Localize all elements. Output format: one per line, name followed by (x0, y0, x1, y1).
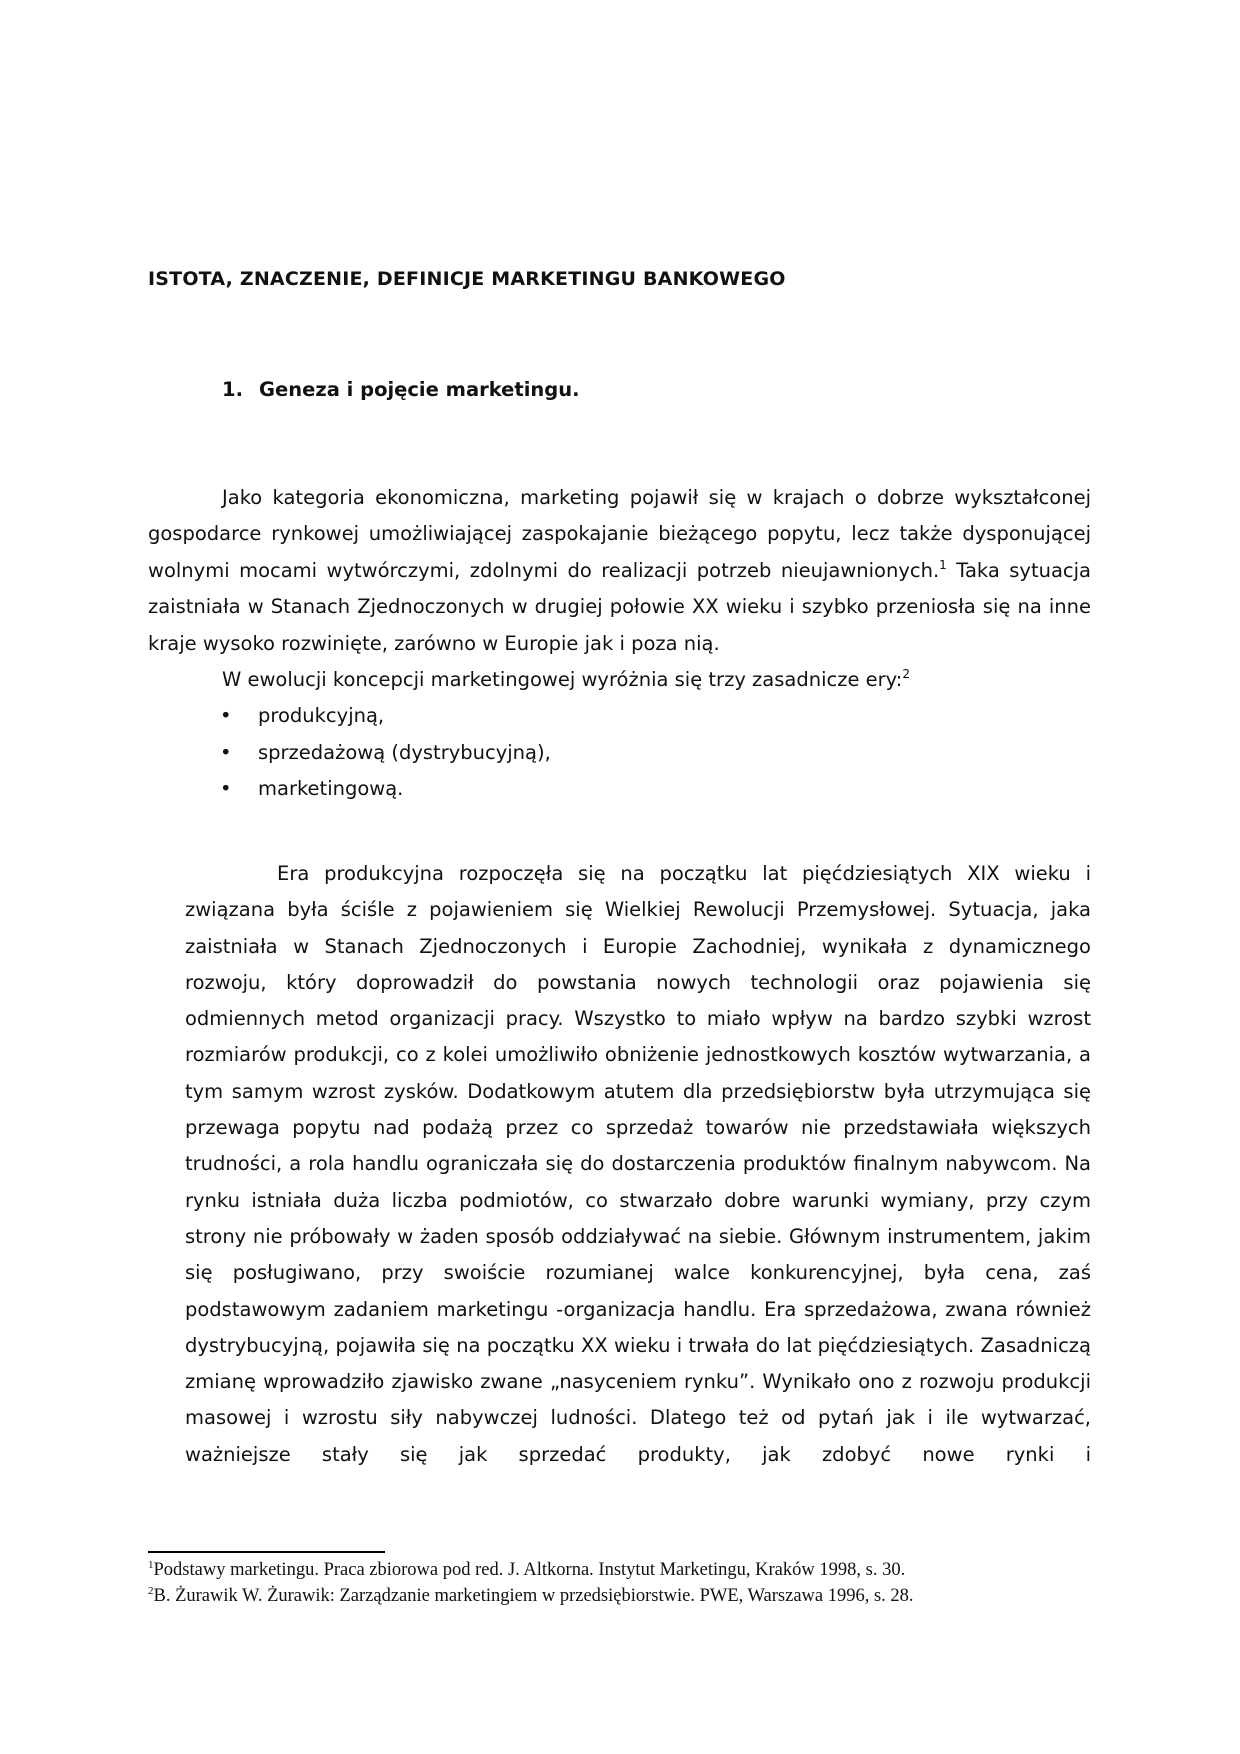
section-title: Geneza i pojęcie marketingu. (259, 378, 580, 401)
footnote-1-ref: 1 (148, 1559, 154, 1571)
footnote-2-ref: 2 (148, 1585, 154, 1597)
footnote-1 (148, 1557, 1108, 1583)
list-item-text: marketingową. (258, 777, 404, 801)
list-item-text: produkcyjną, (258, 704, 385, 728)
list-item (148, 735, 1091, 771)
list-item (148, 771, 1091, 807)
paragraph-2 (148, 662, 1091, 698)
footnote-separator (148, 1551, 385, 1553)
eras-list (148, 698, 1091, 807)
bullet-icon: • (220, 704, 232, 728)
bullet-icon: • (220, 740, 232, 764)
paragraph-1 (148, 480, 1091, 662)
paragraph-3: Era produkcyjna rozpoczęła się na początku lat pięćdziesiątych XIX wieku i związana była ściśle z pojawieniem się Wielkiej Rewolucji Przemysłowej. Sytuacja, jaka zaistniała w Stanach Zjednoczonych i Europie Zachodniej, wynikała z dynamicznego rozwoju, który doprowadził do powstania nowych technologii oraz pojawienia się odmiennych metod organizacji pracy. Wszystko to miało wpływ na bardzo szybki wzrost rozmiarów produkcji, co z kolei umożliwiło obniżenie jednostkowych kosztów wytwarzania, a tym samym wzrost zysków. Dodatkowym atutem dla przedsiębiorstw była utrzymująca się przewaga popytu nad podażą przez co sprzedaż towarów nie przedstawiała większych trudności, a rola handlu ograniczała się do dostarczenia produktów finalnym nabywcom. Na rynku istniała duża liczba podmiotów, co stwarzało dobre warunki wymiany, przy czym strony nie próbowały w żaden sposób oddziaływać na siebie. Głównym instrumentem, jakim się posługiwano, przy swoiście rozumianej walce konkurencyjnej, była cena, zaś podstawowym zadaniem marketingu -organizacja handlu. Era sprzedażowa, zwana również dystrybucyjną, pojawiła się na początku XX wieku i trwała do lat pięćdziesiątych. Zasadniczą zmianę wprowadziło zjawisko zwane „nasyceniem rynku”. Wynikało ono z rozwoju produkcji masowej i wzrostu siły nabywczej ludności. Dlatego też od pytań jak i ile wytwarzać, ważniejsze stały się jak sprzedać produkty, jak zdobyć nowe rynki i (185, 862, 1091, 1466)
footnote-ref-1: 1 (939, 557, 947, 572)
footnote-ref-2: 2 (902, 667, 910, 682)
paragraph-1-part-a: Jako kategoria ekonomiczna, marketing pojawił się w krajach o dobrze wykształconej gospodarce rynkowej umożliwiającej zaspokajanie bieżącego popytu, lecz także dysponującej wolnymi mocami wytwórczymi, zdolnymi do realizacji potrzeb nieujawnionych. (148, 486, 1091, 582)
footnotes (148, 1557, 1108, 1609)
paragraph-2-text: W ewolucji koncepcji marketingowej wyróżnia się trzy zasadnicze ery: (222, 668, 903, 692)
footnote-1-text: Podstawy marketingu. Praca zbiorowa pod red. J. Altkorna. Instytut Marketingu, Kraków 1998, s. 30. (153, 1560, 906, 1580)
paragraph-1-part-b: Taka sytuacja zaistniała w Stanach Zjednoczonych w drugiej połowie XX wieku i szybko przeniosła się na inne kraje wysoko rozwinięte, zarówno w Europie jak i poza nią. (148, 558, 1092, 655)
footnote-2 (148, 1583, 1108, 1609)
section-heading (222, 378, 580, 401)
body-text (148, 480, 1091, 808)
list-item-text: sprzedażową (dystrybucyjną), (258, 740, 551, 764)
list-item (148, 698, 1091, 734)
section-number: 1. (222, 378, 243, 401)
bullet-icon: • (220, 777, 232, 801)
document-title: ISTOTA, ZNACZENIE, DEFINICJE MARKETINGU BANKOWEGO (148, 268, 786, 290)
footnote-2-text: B. Żurawik W. Żurawik: Zarządzanie marketingiem w przedsiębiorstwie. PWE, Warszawa 1996, s. 28. (153, 1586, 914, 1606)
